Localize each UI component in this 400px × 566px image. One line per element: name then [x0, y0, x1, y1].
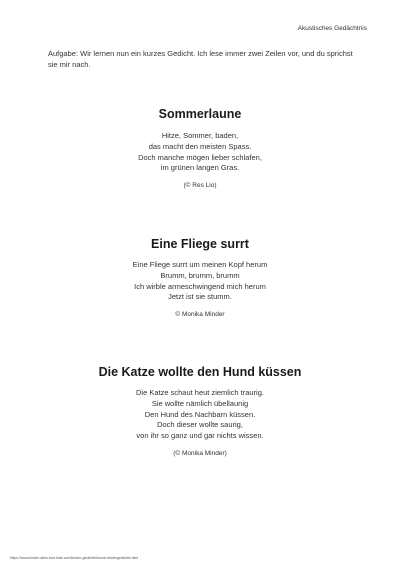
poem-line: Ich wirble armeschwingend mich herum — [134, 281, 266, 291]
poem-title: Sommerlaune — [158, 107, 242, 121]
poem-lines — [0, 388, 400, 442]
poem-line: von ihr so ganz und gar nichts wissen. — [136, 431, 264, 441]
poem-line: im grünen langen Gras. — [160, 163, 240, 173]
poem-line: Die Katze schaut heut ziemlich traurig. — [136, 388, 264, 397]
poem-sommerlaune — [0, 106, 400, 190]
poem-line: Doch dieser wollte saurig, — [157, 420, 243, 430]
poem-title: Die Katze wollte den Hund küssen — [98, 365, 302, 379]
poem-die-katze — [0, 364, 400, 458]
poem-line: Den Hund des Nachbarn küssen. — [144, 409, 256, 419]
poem-line: Hitze, Sommer, baden, — [161, 131, 239, 140]
header-label: Akustisches Gedächtnis — [297, 25, 367, 32]
poem-line: Doch manche mögen lieber schlafen, — [138, 152, 262, 162]
poem-title: Eine Fliege surrt — [151, 237, 249, 251]
task-instruction: Aufgabe: Wir lernen nun ein kurzes Gedicht. Ich lese immer zwei Zeilen vor, und du sprichst sie mir nach. — [48, 49, 353, 69]
footer-url: https://www.kinder-alles-fuer-kids.com/kinder-gedichte/kurze-kindergedichte.html — [10, 556, 139, 560]
poem-lines — [0, 131, 400, 174]
poem-credit: (© Res Lio) — [183, 182, 217, 190]
poem-eine-fliege-surrt — [0, 236, 400, 319]
poem-line: das macht den meisten Spass. — [148, 141, 252, 151]
poem-credit: (© Monika Minder) — [173, 449, 227, 457]
poem-line: Sie wollte nämlich übellaunig — [151, 398, 249, 408]
poem-credit: © Monika Minder — [175, 311, 225, 319]
poem-lines — [0, 260, 400, 303]
poem-line: Jetzt ist sie stumm. — [168, 292, 232, 302]
poem-line: Brumm, brumm, brumm — [160, 270, 240, 280]
poem-line: Eine Fliege surrt um meinen Kopf herum — [132, 260, 268, 269]
